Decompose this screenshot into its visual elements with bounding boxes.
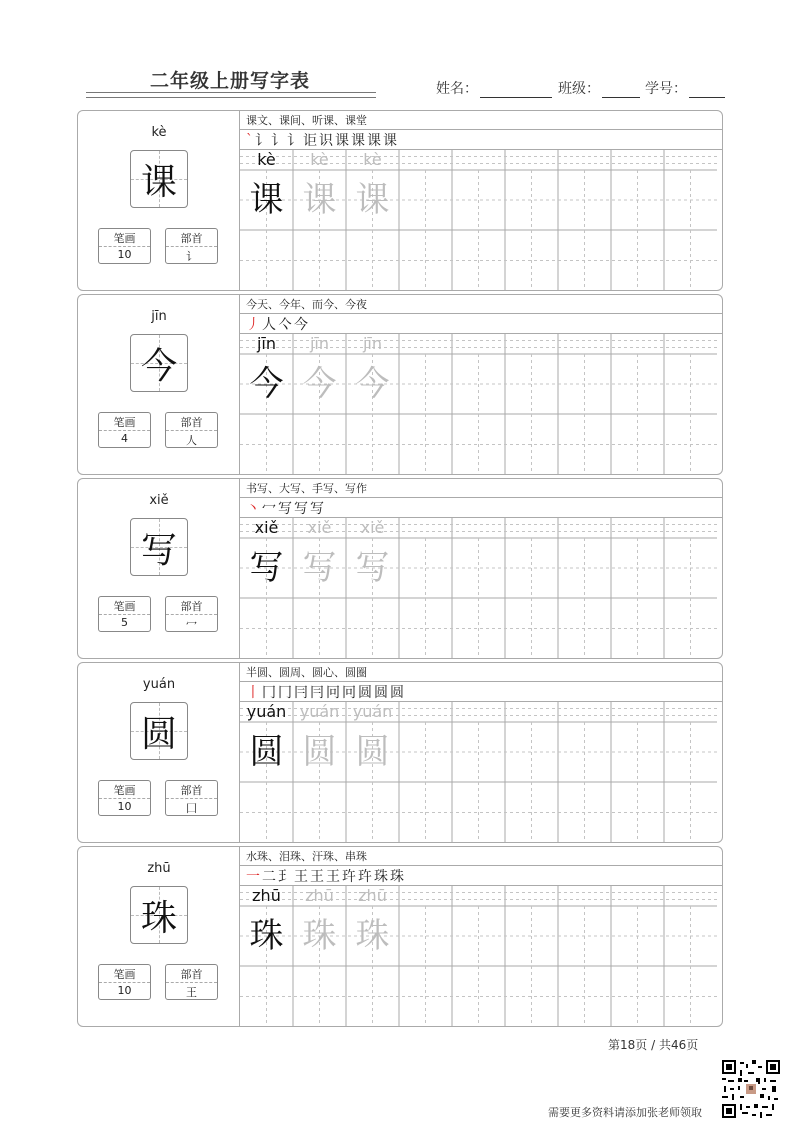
stroke-count-label: 笔画 [113,968,136,981]
trace-pinyin: xiě [360,518,385,537]
stroke-count-value: 10 [117,800,132,813]
stroke-step: 课 [383,132,397,149]
stroke-order-row [240,130,723,150]
stroke-step: 𤣩 [278,868,292,885]
example-words: 水珠、泪珠、汗珠、串珠 [240,847,723,866]
page-title: 二年级上册写字表 [149,70,310,92]
stroke-step: 王 [310,868,324,885]
trace-pinyin: zhū [305,886,334,905]
example-character: 写 [249,548,284,588]
character-box [130,702,188,760]
practice-grid[interactable] [240,702,717,843]
radical-value: 王 [186,986,197,999]
stroke-step: 珠 [374,868,388,885]
example-pinyin: xiě [254,518,279,537]
stroke-count-label: 笔画 [113,232,136,245]
example-words: 半圆、圆周、圆心、圆圈 [240,663,723,682]
stroke-step: 二 [262,868,276,885]
practice-grid[interactable] [240,150,717,291]
practice-grid[interactable] [240,334,717,475]
box-divider [166,430,217,431]
stroke-step: 丿 [246,316,260,333]
trace-character: 今 [355,364,390,404]
stroke-step: 圆 [358,684,372,701]
character-pinyin: kè [151,125,167,140]
stroke-count-value: 4 [121,432,128,445]
page-number: 第18页 / 共46页 [608,1038,699,1052]
stroke-step: 玝 [358,868,372,885]
stroke-count-box [98,780,151,816]
number-label: 学号： [645,81,687,97]
stroke-step: 写 [294,500,308,517]
stroke-count-box [98,228,151,264]
example-words: 今天、今年、而今、今夜 [240,295,723,314]
radical-value: 讠 [186,250,197,263]
box-divider [166,246,217,247]
class-label: 班级： [558,81,600,97]
example-pinyin: jīn [256,334,277,353]
character-pinyin: jīn [151,309,167,324]
stroke-step: 冃 [310,684,324,701]
character-card [77,662,723,843]
stroke-step: 讠 [287,132,301,149]
stroke-step: ` [246,131,253,148]
stroke-step: 冂 [278,684,292,701]
stroke-step: 丨 [246,684,260,701]
character-glyph: 课 [140,161,177,203]
practice-grid[interactable] [240,886,717,1027]
stroke-step: 冃 [294,684,308,701]
trace-character: 写 [355,548,390,588]
character-glyph: 写 [140,529,177,571]
class-field[interactable] [558,78,640,98]
trace-character: 圆 [355,732,390,772]
stroke-step: 人 [262,316,276,333]
name-field[interactable] [436,78,552,98]
stroke-step: 王 [326,868,340,885]
stroke-step: 丶 [246,500,260,517]
radical-box [165,780,218,816]
character-glyph: 今 [140,345,177,387]
box-divider [166,798,217,799]
box-divider [99,614,150,615]
stroke-step: 圆 [374,684,388,701]
example-character: 珠 [249,916,284,956]
stroke-count-label: 笔画 [113,416,136,429]
radical-label: 部首 [180,784,203,797]
stroke-count-box [98,412,151,448]
box-divider [99,982,150,983]
stroke-step: 亽 [278,316,292,333]
radical-box [165,596,218,632]
stroke-step: 课 [335,132,349,149]
trace-character: 课 [302,180,337,220]
example-pinyin: kè [257,150,276,169]
character-box [130,150,188,208]
character-box [130,886,188,944]
trace-pinyin: yuán [352,702,393,721]
class-blank[interactable] [602,84,640,98]
stroke-order-row [240,314,723,334]
example-character: 课 [249,180,284,220]
stroke-count-box [98,596,151,632]
radical-value: 囗 [186,802,197,815]
trace-character: 珠 [302,916,337,956]
stroke-step: 今 [294,316,308,333]
example-pinyin: zhū [252,886,281,905]
radical-value: 人 [186,434,197,447]
character-card [77,110,723,291]
stroke-step: 冖 [262,500,276,517]
stroke-step: 一 [246,868,260,885]
name-label: 姓名： [436,81,478,97]
number-field[interactable] [645,78,725,98]
character-card [77,478,723,659]
stroke-count-label: 笔画 [113,784,136,797]
stroke-order-row [240,866,723,886]
character-card [77,846,723,1027]
character-info-panel [78,847,240,1026]
stroke-step: 讠 [255,132,269,149]
trace-character: 写 [302,548,337,588]
character-info-panel [78,111,240,290]
radical-box [165,964,218,1000]
page-header [0,0,800,110]
stroke-step: 写 [278,500,292,517]
footer-note: 需要更多资料请添加张老师领取 [548,1106,702,1119]
trace-character: 珠 [355,916,390,956]
stroke-count-value: 5 [121,616,128,629]
radical-value: 冖 [186,618,197,631]
character-pinyin: zhū [147,861,171,876]
character-glyph: 珠 [140,897,177,939]
radical-box [165,228,218,264]
stroke-step: 识 [319,132,333,149]
character-box [130,334,188,392]
stroke-step: 写 [310,500,324,517]
stroke-order-row [240,682,723,702]
example-character: 圆 [249,732,284,772]
radical-label: 部首 [180,968,203,981]
title-underline [86,92,376,98]
practice-grid[interactable] [240,518,717,659]
stroke-count-label: 笔画 [113,600,136,613]
stroke-order-row [240,498,723,518]
stroke-step: 王 [294,868,308,885]
stroke-step: 课 [351,132,365,149]
box-divider [166,614,217,615]
stroke-count-box [98,964,151,1000]
trace-pinyin: zhū [358,886,387,905]
radical-label: 部首 [180,416,203,429]
stroke-step: 讠 [271,132,285,149]
character-card [77,294,723,475]
trace-pinyin: jīn [309,334,330,353]
stroke-step: 珠 [390,868,404,885]
stroke-step: 冂 [262,684,276,701]
stroke-step: 讵 [303,132,317,149]
box-divider [166,982,217,983]
trace-character: 圆 [302,732,337,772]
stroke-step: 课 [367,132,381,149]
example-pinyin: yuán [246,702,287,721]
name-blank[interactable] [480,84,552,98]
stroke-step: 冋 [326,684,340,701]
trace-character: 今 [302,364,337,404]
box-divider [99,246,150,247]
stroke-count-value: 10 [117,984,132,997]
character-glyph: 圆 [140,713,177,755]
stroke-step: 圆 [390,684,404,701]
character-info-panel [78,479,240,658]
radical-box [165,412,218,448]
character-pinyin: xiě [149,493,169,508]
example-character: 今 [249,364,284,404]
radical-label: 部首 [180,600,203,613]
qr-code-icon [722,1060,780,1118]
example-words: 课文、课间、听课、课堂 [240,111,723,130]
radical-label: 部首 [180,232,203,245]
trace-pinyin: jīn [362,334,383,353]
trace-character: 课 [355,180,390,220]
box-divider [99,430,150,431]
character-pinyin: yuán [142,677,176,692]
stroke-step: 玝 [342,868,356,885]
character-info-panel [78,663,240,842]
character-box [130,518,188,576]
stroke-count-value: 10 [117,248,132,261]
trace-pinyin: kè [310,150,329,169]
trace-pinyin: kè [363,150,382,169]
trace-pinyin: xiě [307,518,332,537]
stroke-step: 冋 [342,684,356,701]
box-divider [99,798,150,799]
number-blank[interactable] [689,84,725,98]
example-words: 书写、大写、手写、写作 [240,479,723,498]
trace-pinyin: yuán [299,702,340,721]
character-info-panel [78,295,240,474]
